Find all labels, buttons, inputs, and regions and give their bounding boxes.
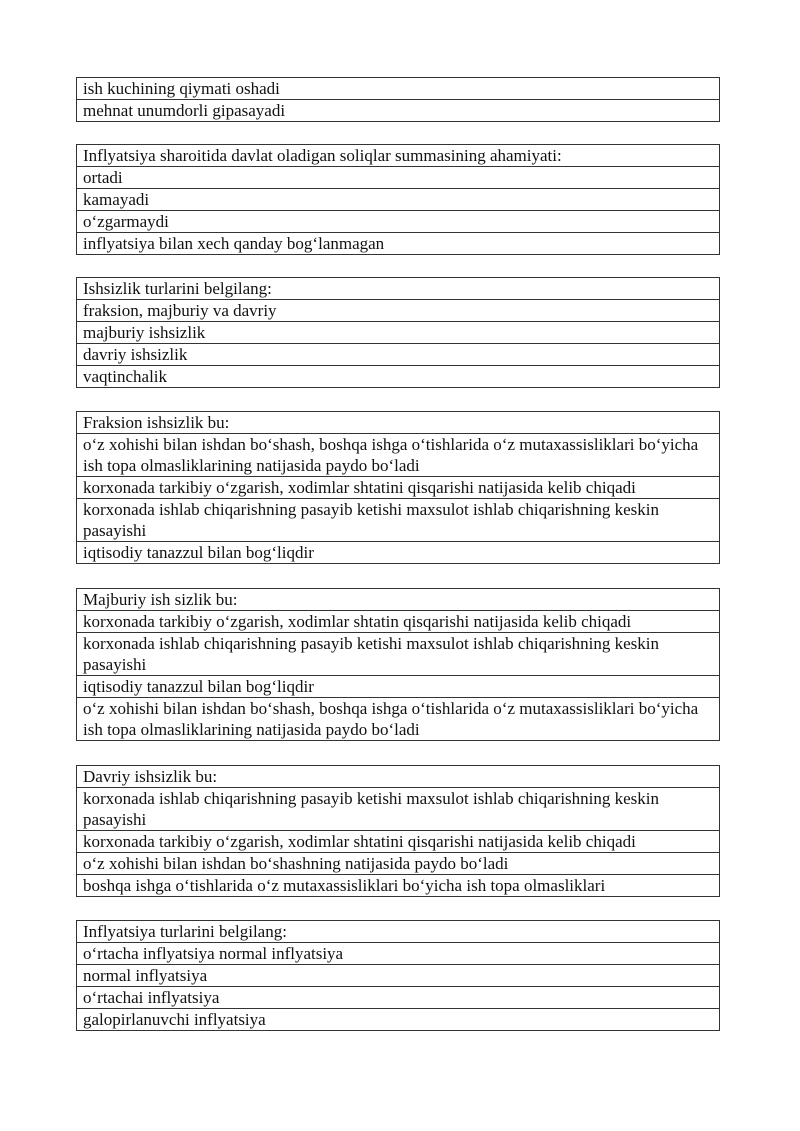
option-cell: o‘zgarmaydi — [77, 211, 720, 233]
table-row — [77, 189, 720, 211]
option-cell: kamayadi — [77, 189, 720, 211]
table-row — [77, 1009, 720, 1031]
table-row — [77, 698, 720, 741]
table-row — [77, 987, 720, 1009]
table-row — [77, 167, 720, 189]
option-cell: ish kuchining qiymati oshadi — [77, 78, 720, 100]
answer-options-table — [76, 77, 720, 122]
question-table — [76, 588, 720, 741]
option-cell: iqtisodiy tanazzul bilan bog‘liqdir — [77, 676, 720, 698]
table-row — [77, 875, 720, 897]
table-row — [77, 300, 720, 322]
table-row — [77, 766, 720, 788]
table-row — [77, 788, 720, 831]
option-cell: korxonada tarkibiy o‘zgarish, xodimlar shtatini qisqarishi natijasida kelib chiqadi — [77, 477, 720, 499]
question-table — [76, 144, 720, 255]
table-row — [77, 211, 720, 233]
table-row — [77, 633, 720, 676]
option-cell: o‘rtachai inflyatsiya — [77, 987, 720, 1009]
option-cell: korxonada ishlab chiqarishning pasayib ketishi maxsulot ishlab chiqarishning keskin pasayishi — [77, 788, 720, 831]
table-row — [77, 278, 720, 300]
question-table — [76, 411, 720, 564]
table-row — [77, 412, 720, 434]
table-row — [77, 611, 720, 633]
table-row — [77, 676, 720, 698]
option-cell: iqtisodiy tanazzul bilan bog‘liqdir — [77, 542, 720, 564]
question-cell: Davriy ishsizlik bu: — [77, 766, 720, 788]
option-cell: korxonada ishlab chiqarishning pasayib ketishi maxsulot ishlab chiqarishning keskin pasayishi — [77, 633, 720, 676]
question-table — [76, 765, 720, 897]
table-row — [77, 853, 720, 875]
question-cell: Fraksion ishsizlik bu: — [77, 412, 720, 434]
table-row — [77, 831, 720, 853]
question-cell: Ishsizlik turlarini belgilang: — [77, 278, 720, 300]
option-cell: o‘z xohishi bilan ishdan bo‘shash, boshqa ishga o‘tishlarida o‘z mutaxassisliklari bo‘yicha ish topa olmasliklarining natijasida paydo bo‘ladi — [77, 698, 720, 741]
option-cell: mehnat unumdorli gipasayadi — [77, 100, 720, 122]
option-cell: fraksion, majburiy va davriy — [77, 300, 720, 322]
table-row — [77, 366, 720, 388]
question-cell: Inflyatsiya sharoitida davlat oladigan soliqlar summasining ahamiyati: — [77, 145, 720, 167]
option-cell: normal inflyatsiya — [77, 965, 720, 987]
table-row — [77, 965, 720, 987]
option-cell: o‘z xohishi bilan ishdan bo‘shashning natijasida paydo bo‘ladi — [77, 853, 720, 875]
option-cell: boshqa ishga o‘tishlarida o‘z mutaxassisliklari bo‘yicha ish topa olmasliklari — [77, 875, 720, 897]
table-row — [77, 943, 720, 965]
option-cell: korxonada tarkibiy o‘zgarish, xodimlar shtatin qisqarishi natijasida kelib chiqadi — [77, 611, 720, 633]
option-cell: majburiy ishsizlik — [77, 322, 720, 344]
table-row — [77, 233, 720, 255]
option-cell: vaqtinchalik — [77, 366, 720, 388]
option-cell: o‘rtacha inflyatsiya normal inflyatsiya — [77, 943, 720, 965]
question-cell: Majburiy ish sizlik bu: — [77, 589, 720, 611]
table-row — [77, 100, 720, 122]
table-row — [77, 542, 720, 564]
table-row — [77, 344, 720, 366]
option-cell: inflyatsiya bilan xech qanday bog‘lanmagan — [77, 233, 720, 255]
table-row — [77, 921, 720, 943]
option-cell: galopirlanuvchi inflyatsiya — [77, 1009, 720, 1031]
option-cell: o‘z xohishi bilan ishdan bo‘shash, boshqa ishga o‘tishlarida o‘z mutaxassisliklari bo‘yicha ish topa olmasliklarining natijasida paydo bo‘ladi — [77, 434, 720, 477]
option-cell: korxonada tarkibiy o‘zgarish, xodimlar shtatini qisqarishi natijasida kelib chiqadi — [77, 831, 720, 853]
table-row — [77, 78, 720, 100]
table-row — [77, 322, 720, 344]
question-table — [76, 277, 720, 388]
question-table — [76, 920, 720, 1031]
table-row — [77, 145, 720, 167]
table-row — [77, 434, 720, 477]
option-cell: korxonada ishlab chiqarishning pasayib ketishi maxsulot ishlab chiqarishning keskin pasayishi — [77, 499, 720, 542]
option-cell: ortadi — [77, 167, 720, 189]
question-cell: Inflyatsiya turlarini belgilang: — [77, 921, 720, 943]
table-row — [77, 477, 720, 499]
table-row — [77, 589, 720, 611]
option-cell: davriy ishsizlik — [77, 344, 720, 366]
table-row — [77, 499, 720, 542]
